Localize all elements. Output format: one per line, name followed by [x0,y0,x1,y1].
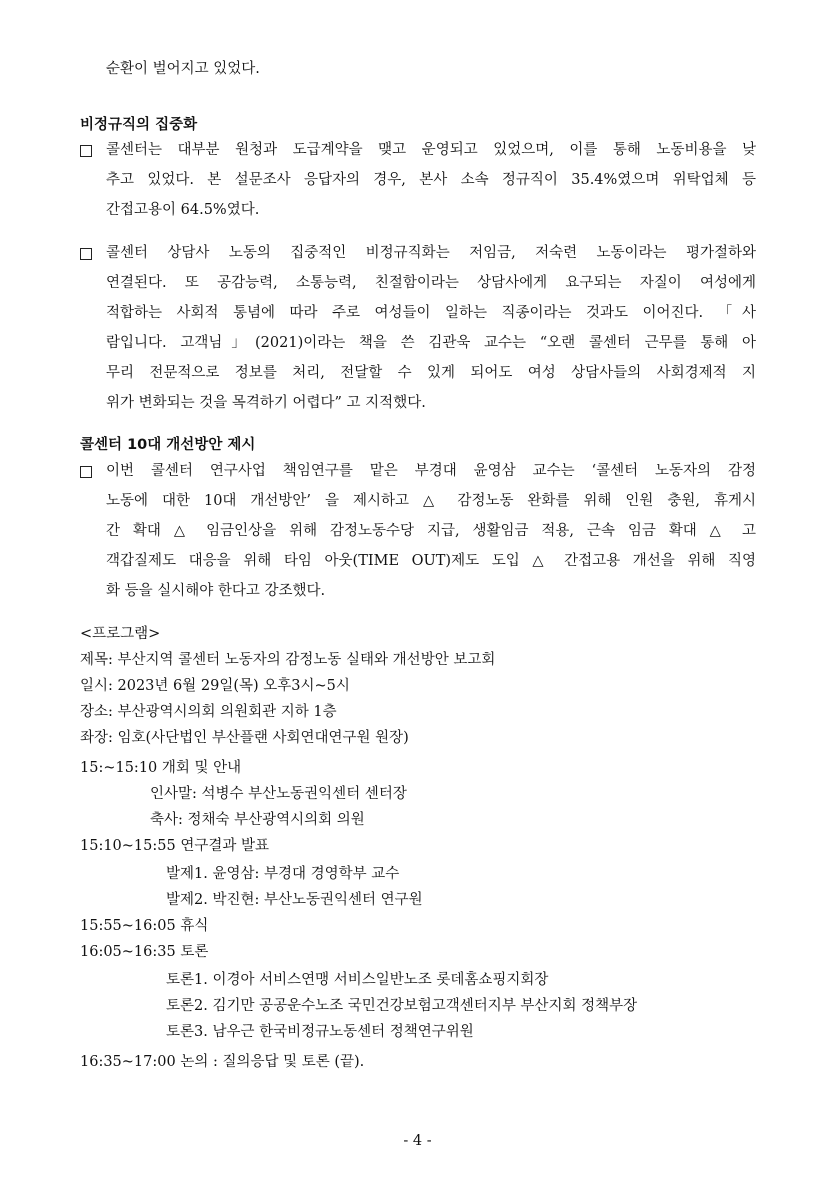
paragraph-line: 위가 변화되는 것을 목격하기 어렵다” 고 지적했다. [106,395,426,411]
paragraph-line: 이번 콜센터 연구사업 책임연구를 맡은 부경대 윤영삼 교수는 ‘콜센터 노동자의 감정 [106,463,756,479]
checkbox-bullet-icon [80,145,92,157]
program-congrats: 축사: 정채숙 부산광역시의회 의원 [150,812,365,828]
paragraph-line: 간접고용이 64.5%였다. [106,202,260,218]
program-presentation-2: 발제2. 박진현: 부산노동권익센터 연구원 [166,892,423,908]
paragraph-line: 추고 있었다. 본 설문조사 응답자의 경우, 본사 소속 정규직이 35.4%였으며 위탁업체 등 [106,172,756,188]
program-opening: 15:~15:10 개회 및 안내 [80,760,242,776]
paragraph-line: 화 등을 실시해야 한다고 강조했다. [106,583,326,599]
paragraph-line: 콜센터 상담사 노동의 집중적인 비정규직화는 저임금, 저숙련 노동이라는 평가절하와 [106,245,756,261]
paragraph-line: 객갑질제도 대응을 위해 타임 아웃(TIME OUT)제도 도입 △ 간접고용 개선을 위해 직영 [106,553,756,569]
paragraph-line: 노동에 대한 10대 개선방안’ 을 제시하고 △ 감정노동 완화를 위해 인원 충원, 휴게시 [106,493,756,509]
program-presentation-1: 발제1. 윤영삼: 부경대 경영학부 교수 [166,866,400,882]
paragraph-line: 연결된다. 또 공감능력, 소통능력, 친절함이라는 상담사에게 요구되는 자질이 여성에게 [106,275,756,291]
program-research-results: 15:10~15:55 연구결과 발표 [80,838,269,854]
program-qa: 16:35~17:00 논의 : 질의응답 및 토론 (끝). [80,1054,365,1070]
program-discussant-1: 토론1. 이경아 서비스연맹 서비스일반노조 롯데홈쇼핑지회장 [166,972,549,988]
program-break: 15:55~16:05 휴식 [80,918,209,934]
paragraph-line: 람입니다. 고객님」(2021)이라는 책을 쓴 김관욱 교수는 “오랜 콜센터 근무를 통해 아 [106,335,756,351]
paragraph-irregular-2 [106,243,756,423]
program-venue: 장소: 부산광역시의회 의원회관 지하 1층 [80,704,337,720]
paragraph-line: 적합하는 사회적 통념에 따라 주로 여성들이 일하는 직종이라는 것과도 이어진다. 「사 [106,305,756,321]
paragraph-line: 무리 전문적으로 정보를 처리, 전달할 수 있게 되어도 여성 상담사들의 사회경제적 지 [106,365,756,381]
checkbox-bullet-icon [80,248,92,260]
paragraph-irregular-1 [106,140,756,230]
checkbox-bullet-icon [80,466,92,478]
program-greeting: 인사말: 석병수 부산노동권익센터 센터장 [150,786,407,802]
paragraph-improvements [106,461,756,611]
program-discussion: 16:05~16:35 토론 [80,944,209,960]
section-heading-improvements: 콜센터 10대 개선방안 제시 [80,437,256,453]
section-heading-irregular: 비정규직의 집중화 [80,117,198,133]
program-subject: 제목: 부산지역 콜센터 노동자의 감정노동 실태와 개선방안 보고회 [80,652,496,668]
program-discussant-3: 토론3. 남우근 한국비정규노동센터 정책연구위원 [166,1024,474,1040]
program-discussant-2: 토론2. 김기만 공공운수노조 국민건강보험고객센터지부 부산지회 정책부장 [166,998,638,1014]
paragraph-line: 콜센터는 대부분 원청과 도급계약을 맺고 운영되고 있었으며, 이를 통해 노동비용을 낮 [106,142,756,158]
program-chair: 좌장: 임호(사단법인 부산플랜 사회연대연구원 원장) [80,730,409,746]
program-title: <프로그램> [80,626,161,642]
page-number: - 4 - [403,1133,432,1149]
continuation-line: 순환이 벌어지고 있었다. [106,61,260,77]
paragraph-line: 간 확대 △ 임금인상을 위해 감정노동수당 지급, 생활임금 적용, 근속 임금 확대 △ 고 [106,523,756,539]
program-datetime: 일시: 2023년 6월 29일(목) 오후3시~5시 [80,678,350,694]
